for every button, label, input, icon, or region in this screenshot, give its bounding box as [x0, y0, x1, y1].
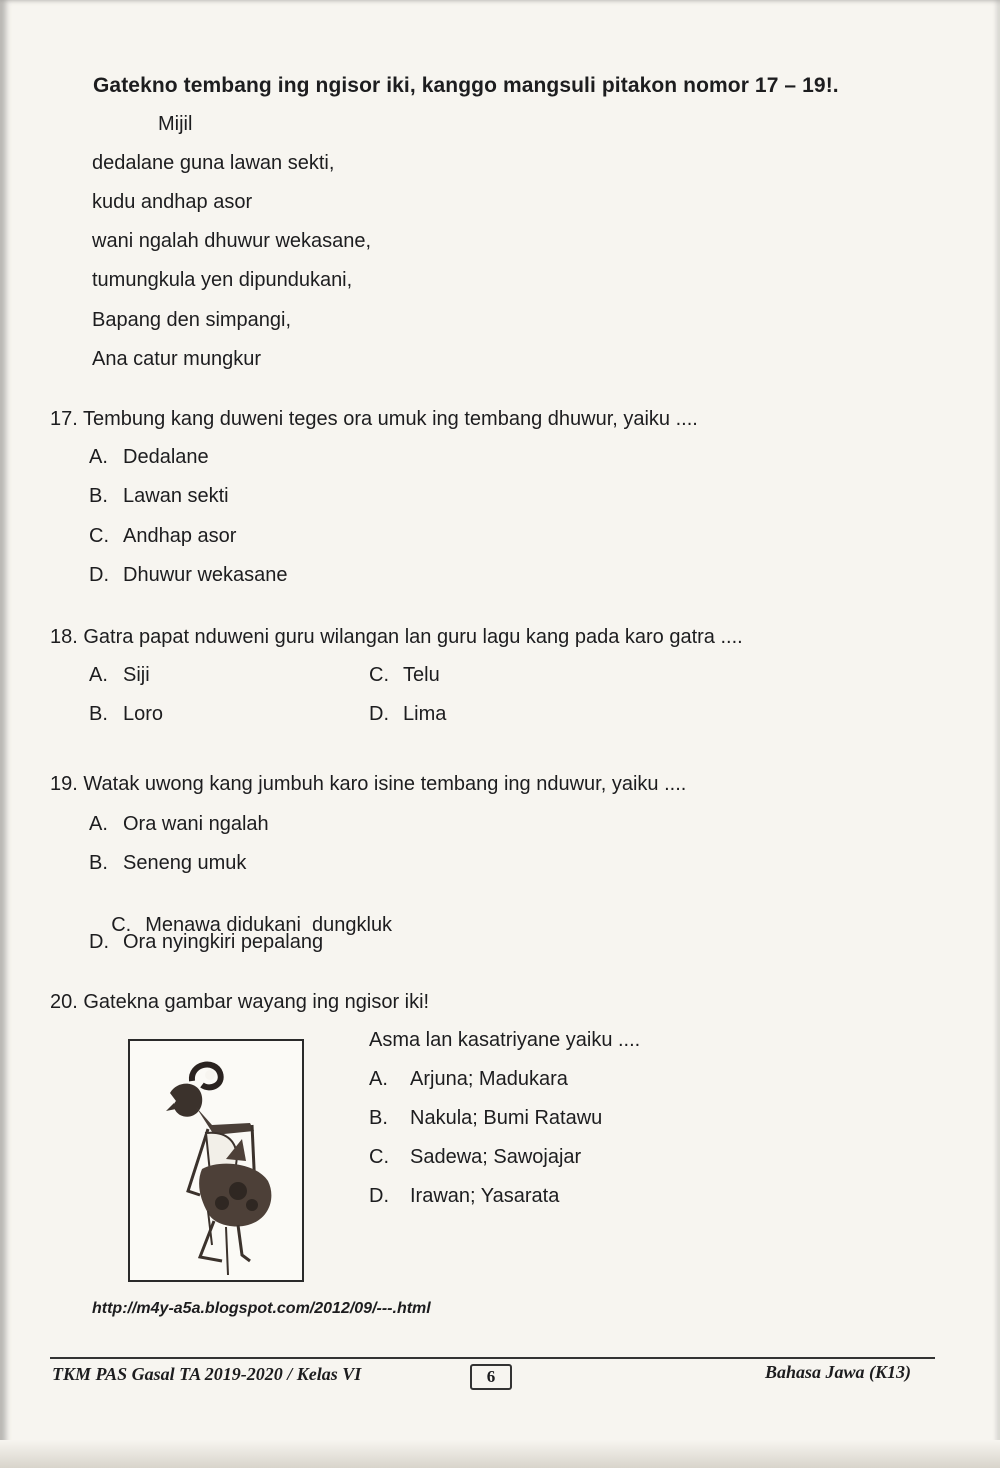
poem-title: Mijil: [158, 113, 193, 135]
option-letter: A.: [89, 813, 108, 835]
poem-line: dedalane guna lawan sekti,: [92, 152, 335, 174]
poem-line: tumungkula yen dipundukani,: [92, 269, 353, 291]
option-18-d[interactable]: [369, 703, 446, 726]
footer-exam-title: TKM PAS Gasal TA 2019-2020 / Kelas VI: [52, 1364, 362, 1384]
question-19: [50, 773, 686, 796]
option-18-b[interactable]: [89, 703, 163, 726]
option-letter: A.: [89, 664, 108, 686]
scan-shadow: [0, 1440, 1000, 1468]
wayang-puppet-icon: [130, 1041, 302, 1280]
question-20-prompt: Asma lan kasatriyane yaiku ....: [369, 1029, 641, 1051]
option-letter: B.: [89, 852, 108, 874]
option-letter: D.: [369, 1185, 389, 1207]
option-20-d[interactable]: [369, 1185, 559, 1208]
question-number: 20.: [50, 991, 78, 1013]
option-text: Andhap asor: [123, 525, 237, 547]
option-text: Irawan; Yasarata: [410, 1185, 560, 1207]
option-letter: D.: [89, 564, 109, 586]
option-text: Lawan sekti: [123, 485, 229, 507]
question-number: 17.: [50, 408, 78, 430]
option-letter: D.: [369, 703, 389, 725]
option-letter: C.: [89, 525, 109, 547]
question-text: Gatra papat nduweni guru wilangan lan guru lagu kang pada karo gatra ....: [83, 626, 743, 648]
footer-subject: Bahasa Jawa (K13): [765, 1362, 912, 1382]
instruction-heading: Gatekno tembang ing ngisor iki, kanggo mangsuli pitakon nomor 17 – 19!.: [93, 74, 839, 97]
option-17-d[interactable]: [89, 564, 288, 587]
option-letter: B.: [89, 485, 108, 507]
option-letter: D.: [89, 931, 109, 953]
poem-line: Bapang den simpangi,: [92, 309, 292, 331]
poem-line: kudu andhap asor: [92, 191, 253, 213]
option-20-c[interactable]: [369, 1146, 581, 1169]
option-text: Sadewa; Sawojajar: [410, 1146, 582, 1168]
option-text: Menawa didukani dungkluk: [145, 914, 393, 936]
option-19-a[interactable]: [89, 813, 269, 836]
option-18-c[interactable]: [369, 664, 440, 687]
option-17-c[interactable]: [89, 525, 236, 548]
option-letter: B.: [369, 1107, 388, 1129]
option-text: Ora wani ngalah: [123, 813, 269, 835]
question-20: [50, 991, 429, 1014]
option-19-d[interactable]: [89, 931, 323, 954]
option-20-b[interactable]: [369, 1107, 602, 1130]
option-text: Seneng umuk: [123, 852, 247, 874]
option-text: Nakula; Bumi Ratawu: [410, 1107, 603, 1129]
option-text: Loro: [123, 703, 164, 725]
option-19-b[interactable]: [89, 852, 246, 875]
option-17-b[interactable]: [89, 485, 229, 508]
poem-line: wani ngalah dhuwur wekasane,: [92, 230, 372, 252]
option-letter: C.: [369, 1146, 389, 1168]
footer-divider: [50, 1357, 935, 1359]
option-text: Arjuna; Madukara: [410, 1068, 568, 1090]
option-text: Telu: [403, 664, 440, 686]
option-text: Siji: [123, 664, 150, 686]
question-text: Watak uwong kang jumbuh karo isine tembang ing nduwur, yaiku ....: [83, 773, 687, 795]
option-letter: B.: [89, 703, 108, 725]
option-text: Lima: [403, 703, 447, 725]
image-source-caption: http://m4y-a5a.blogspot.com/2012/09/---.html: [92, 1300, 431, 1317]
option-letter: C.: [369, 664, 389, 686]
wayang-figure: [128, 1039, 304, 1282]
question-number: 19.: [50, 773, 78, 795]
option-letter: C.: [111, 914, 132, 936]
option-letter: A.: [89, 446, 108, 468]
poem-line: Ana catur mungkur: [92, 348, 261, 370]
question-number: 18.: [50, 626, 78, 648]
option-text: Ora nyingkiri pepalang: [123, 931, 324, 953]
option-text: Dedalane: [123, 446, 209, 468]
option-text: Dhuwur wekasane: [123, 564, 288, 586]
question-17: [50, 408, 698, 431]
question-text: Tembung kang duweni teges ora umuk ing tembang dhuwur, yaiku ....: [83, 408, 698, 430]
option-letter: A.: [369, 1068, 388, 1090]
option-17-a[interactable]: [89, 446, 209, 469]
question-text: Gatekna gambar wayang ing ngisor iki!: [83, 991, 430, 1013]
option-20-a[interactable]: [369, 1068, 568, 1091]
option-18-a[interactable]: [89, 664, 150, 687]
page-number: 6: [470, 1364, 512, 1390]
question-18: [50, 626, 743, 649]
